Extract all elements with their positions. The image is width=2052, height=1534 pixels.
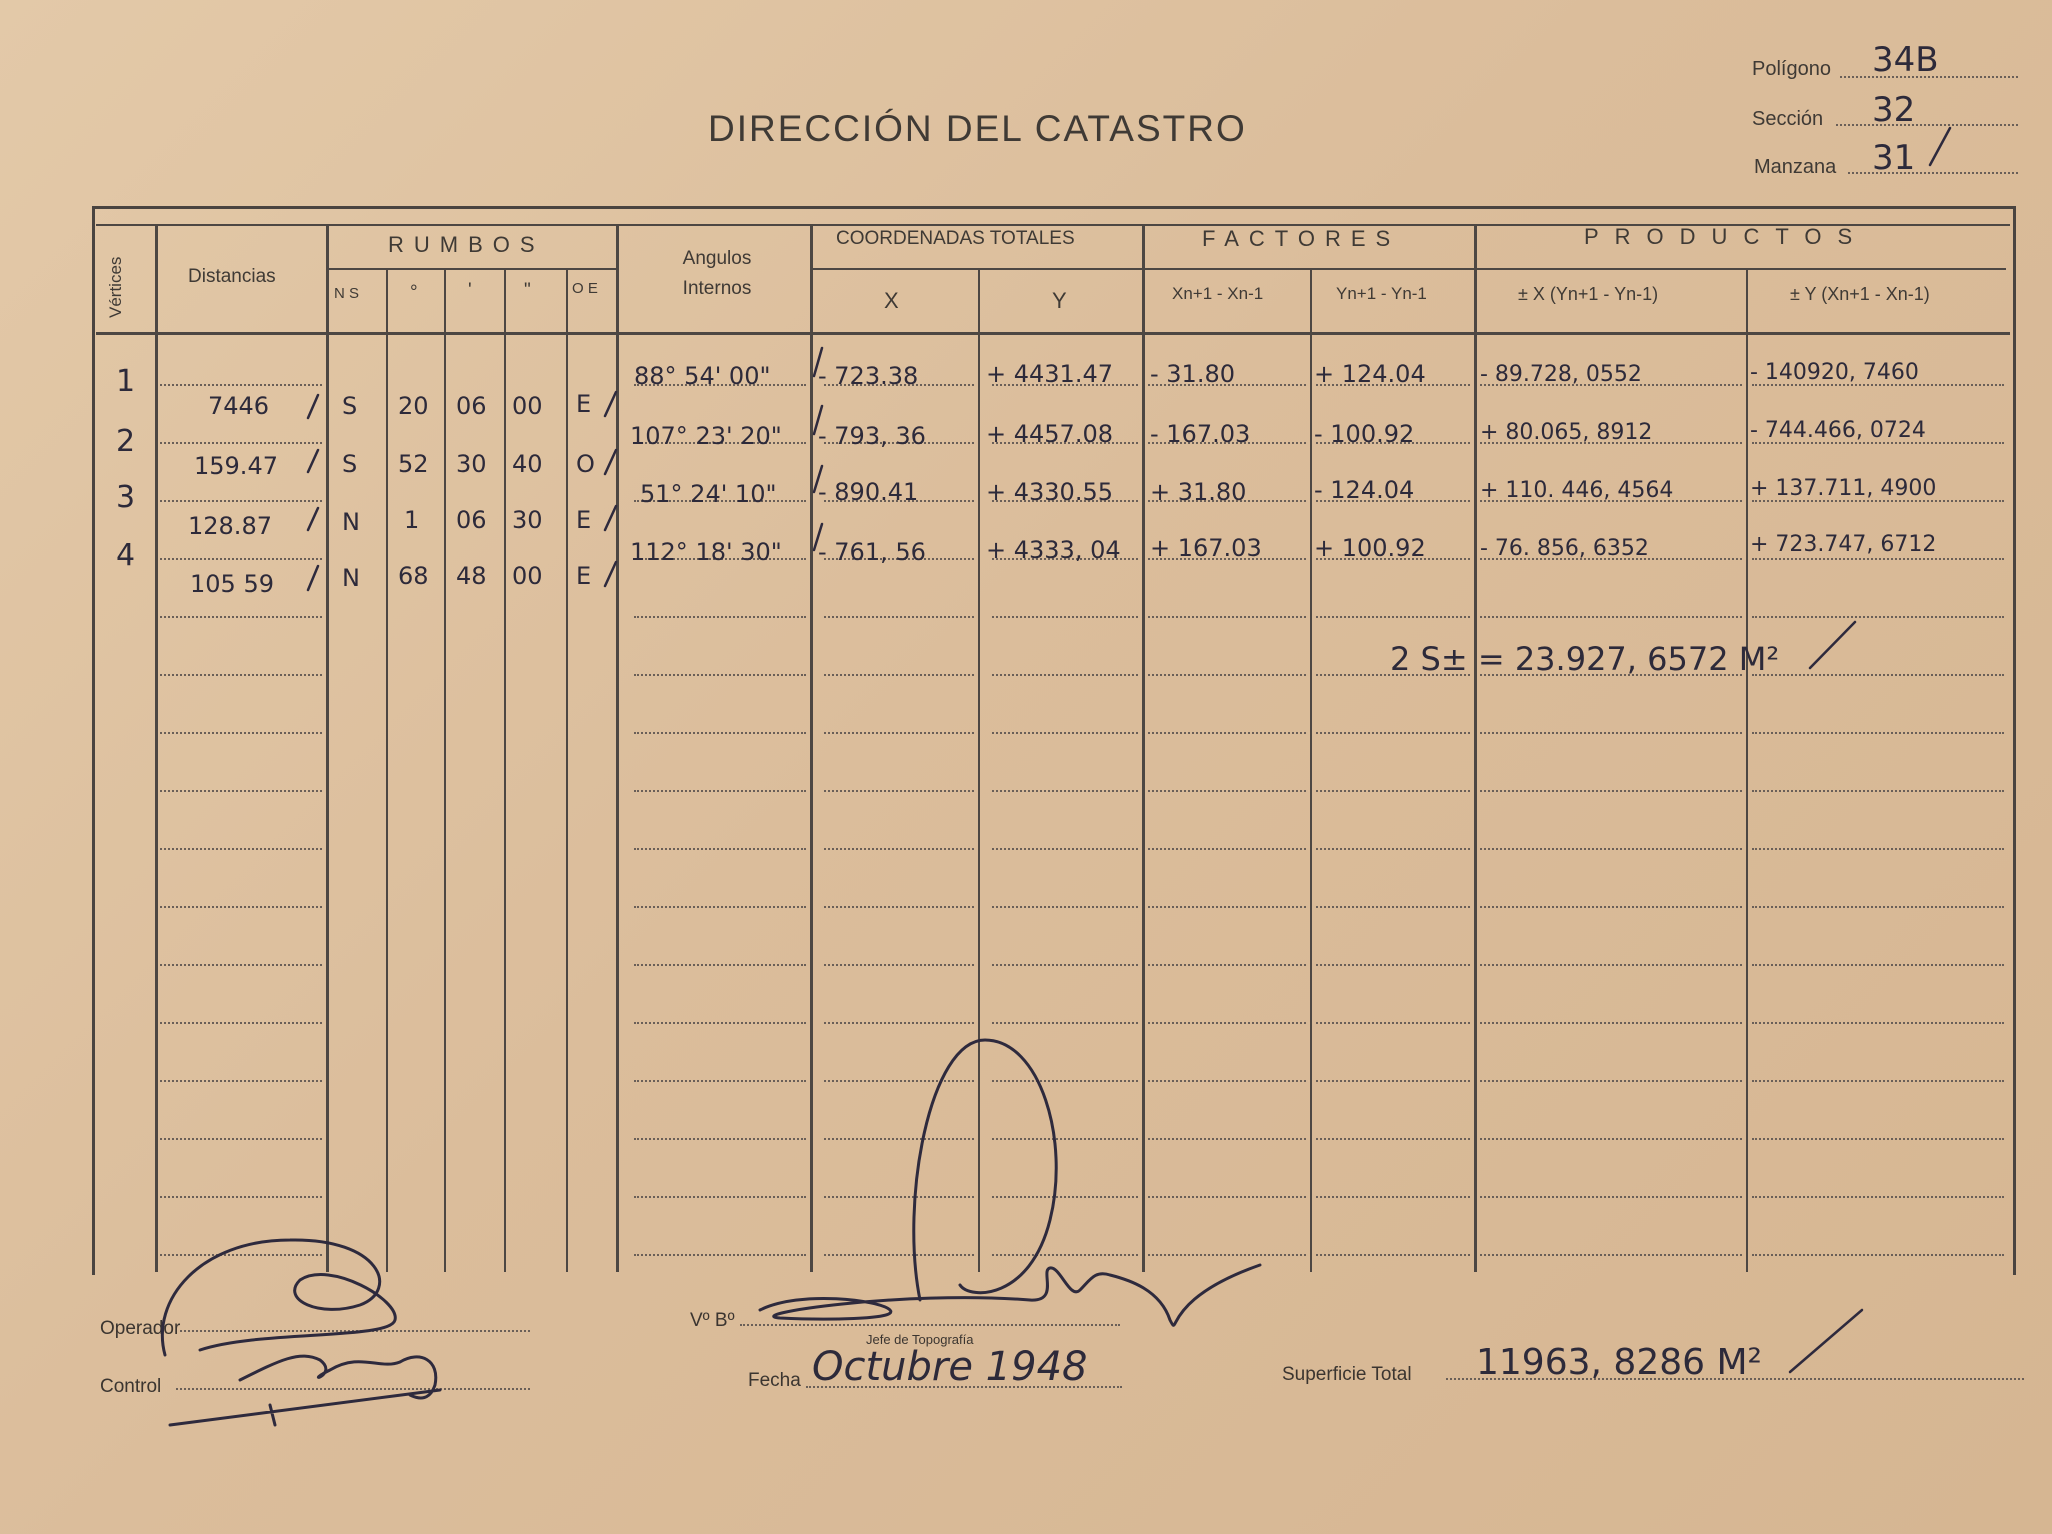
deg-2: 52 (398, 450, 429, 478)
fy-2: - 100.92 (1314, 420, 1415, 448)
superficie-value: 11963, 8286 M² (1476, 1342, 1762, 1383)
y-1: + 4431.47 (986, 360, 1113, 388)
x-3: - 890.41 (818, 478, 919, 506)
fx-2: - 167.03 (1150, 420, 1251, 448)
ns-1: S (342, 392, 358, 420)
manzana-label: Manzana (1754, 156, 1837, 178)
manzana-value: 31 (1872, 138, 1916, 178)
vertex-1: 1 (116, 364, 136, 399)
min-2: 30 (456, 450, 487, 478)
x-2: - 793, 36 (818, 422, 926, 450)
deg-3: 1 (404, 506, 420, 534)
oe-4: E (576, 562, 592, 590)
col-angulos: Angulos Internos (682, 248, 752, 299)
control-signature (170, 1356, 440, 1425)
dist-4: 105 59 (190, 570, 274, 598)
col-x: X (884, 288, 899, 313)
min-1: 06 (456, 392, 487, 420)
vertex-3: 3 (116, 480, 136, 515)
fy-3: - 124.04 (1314, 476, 1415, 504)
py-1: - 140920, 7460 (1750, 360, 1919, 385)
dist-2: 159.47 (194, 452, 278, 480)
col-rumbo-oe: O E (572, 280, 598, 297)
superficie-label: Superficie Total (1282, 1364, 1412, 1385)
col-fy: Yn+1 - Yn-1 (1336, 284, 1427, 303)
col-rumbos: RUMBOS (388, 232, 545, 257)
col-rumbo-deg: ° (410, 282, 418, 303)
page-title: DIRECCIÓN DEL CATASTRO (708, 108, 1247, 149)
fx-3: + 31.80 (1150, 478, 1247, 506)
deg-1: 20 (398, 392, 429, 420)
angle-1: 88° 54' 00" (634, 362, 771, 390)
fx-4: + 167.03 (1150, 534, 1262, 562)
px-3: + 110. 446, 4564 (1480, 478, 1674, 503)
seccion-label: Sección (1752, 108, 1824, 130)
oe-2: O (576, 450, 595, 478)
fy-4: + 100.92 (1314, 534, 1426, 562)
py-3: + 137.711, 4900 (1750, 476, 1937, 501)
col-y: Y (1052, 288, 1067, 313)
y-4: + 4333, 04 (986, 536, 1121, 564)
deg-4: 68 (398, 562, 429, 590)
angle-3: 51° 24' 10" (640, 480, 777, 508)
sec-1: 00 (512, 392, 543, 420)
vb-signature (760, 1040, 1260, 1325)
col-distancias: Distancias (188, 266, 276, 287)
col-rumbo-min: ' (468, 280, 472, 301)
vertex-2: 2 (116, 424, 136, 459)
col-rumbo-ns: N S (334, 285, 360, 302)
oe-3: E (576, 506, 592, 534)
vb-label: Vº Bº (690, 1310, 735, 1331)
fy-1: + 124.04 (1314, 360, 1426, 388)
angle-2: 107° 23' 20" (630, 422, 782, 450)
dist-3: 128.87 (188, 512, 272, 540)
seccion-value: 32 (1872, 90, 1916, 130)
col-factores: FACTORES (1202, 226, 1401, 251)
col-py: ± Y (Xn+1 - Xn-1) (1790, 284, 1930, 304)
col-px: ± X (Yn+1 - Yn-1) (1518, 284, 1659, 304)
x-4: - 761, 56 (818, 538, 926, 566)
poligono-value: 34B (1872, 40, 1939, 80)
col-fx: Xn+1 - Xn-1 (1172, 284, 1264, 303)
px-1: - 89.728, 0552 (1480, 362, 1642, 387)
vertex-4: 4 (116, 538, 136, 573)
operador-signature (162, 1240, 395, 1355)
angle-4: 112° 18' 30" (630, 538, 782, 566)
sec-4: 00 (512, 562, 543, 590)
dist-1: 7446 (208, 392, 270, 420)
x-1: - 723.38 (818, 362, 919, 390)
fecha-value: Octubre 1948 (812, 1344, 1088, 1390)
y-3: + 4330.55 (986, 478, 1113, 506)
py-2: - 744.466, 0724 (1750, 418, 1926, 443)
poligono-label: Polígono (1752, 58, 1831, 80)
control-label: Control (100, 1376, 162, 1397)
col-productos: PRODUCTOS (1584, 224, 1869, 249)
sum-value: 2 S± = 23.927, 6572 M² (1390, 640, 1780, 678)
ns-4: N (342, 564, 360, 592)
px-2: + 80.065, 8912 (1480, 420, 1653, 445)
col-vertices: Vértices (106, 256, 125, 318)
px-4: - 76. 856, 6352 (1480, 536, 1649, 561)
ns-3: N (342, 508, 360, 536)
sec-3: 30 (512, 506, 543, 534)
fx-1: - 31.80 (1150, 360, 1235, 388)
min-4: 48 (456, 562, 487, 590)
py-4: + 723.747, 6712 (1750, 532, 1937, 557)
y-2: + 4457.08 (986, 420, 1113, 448)
min-3: 06 (456, 506, 487, 534)
jefe-label: Jefe de Topografía (866, 1332, 974, 1347)
oe-1: E (576, 390, 592, 418)
col-rumbo-sec: " (524, 280, 531, 301)
fecha-label: Fecha (748, 1370, 801, 1391)
sec-2: 40 (512, 450, 543, 478)
col-coordenadas: COORDENADAS TOTALES (836, 228, 1075, 249)
operador-label: Operador (100, 1318, 181, 1339)
ns-2: S (342, 450, 358, 478)
